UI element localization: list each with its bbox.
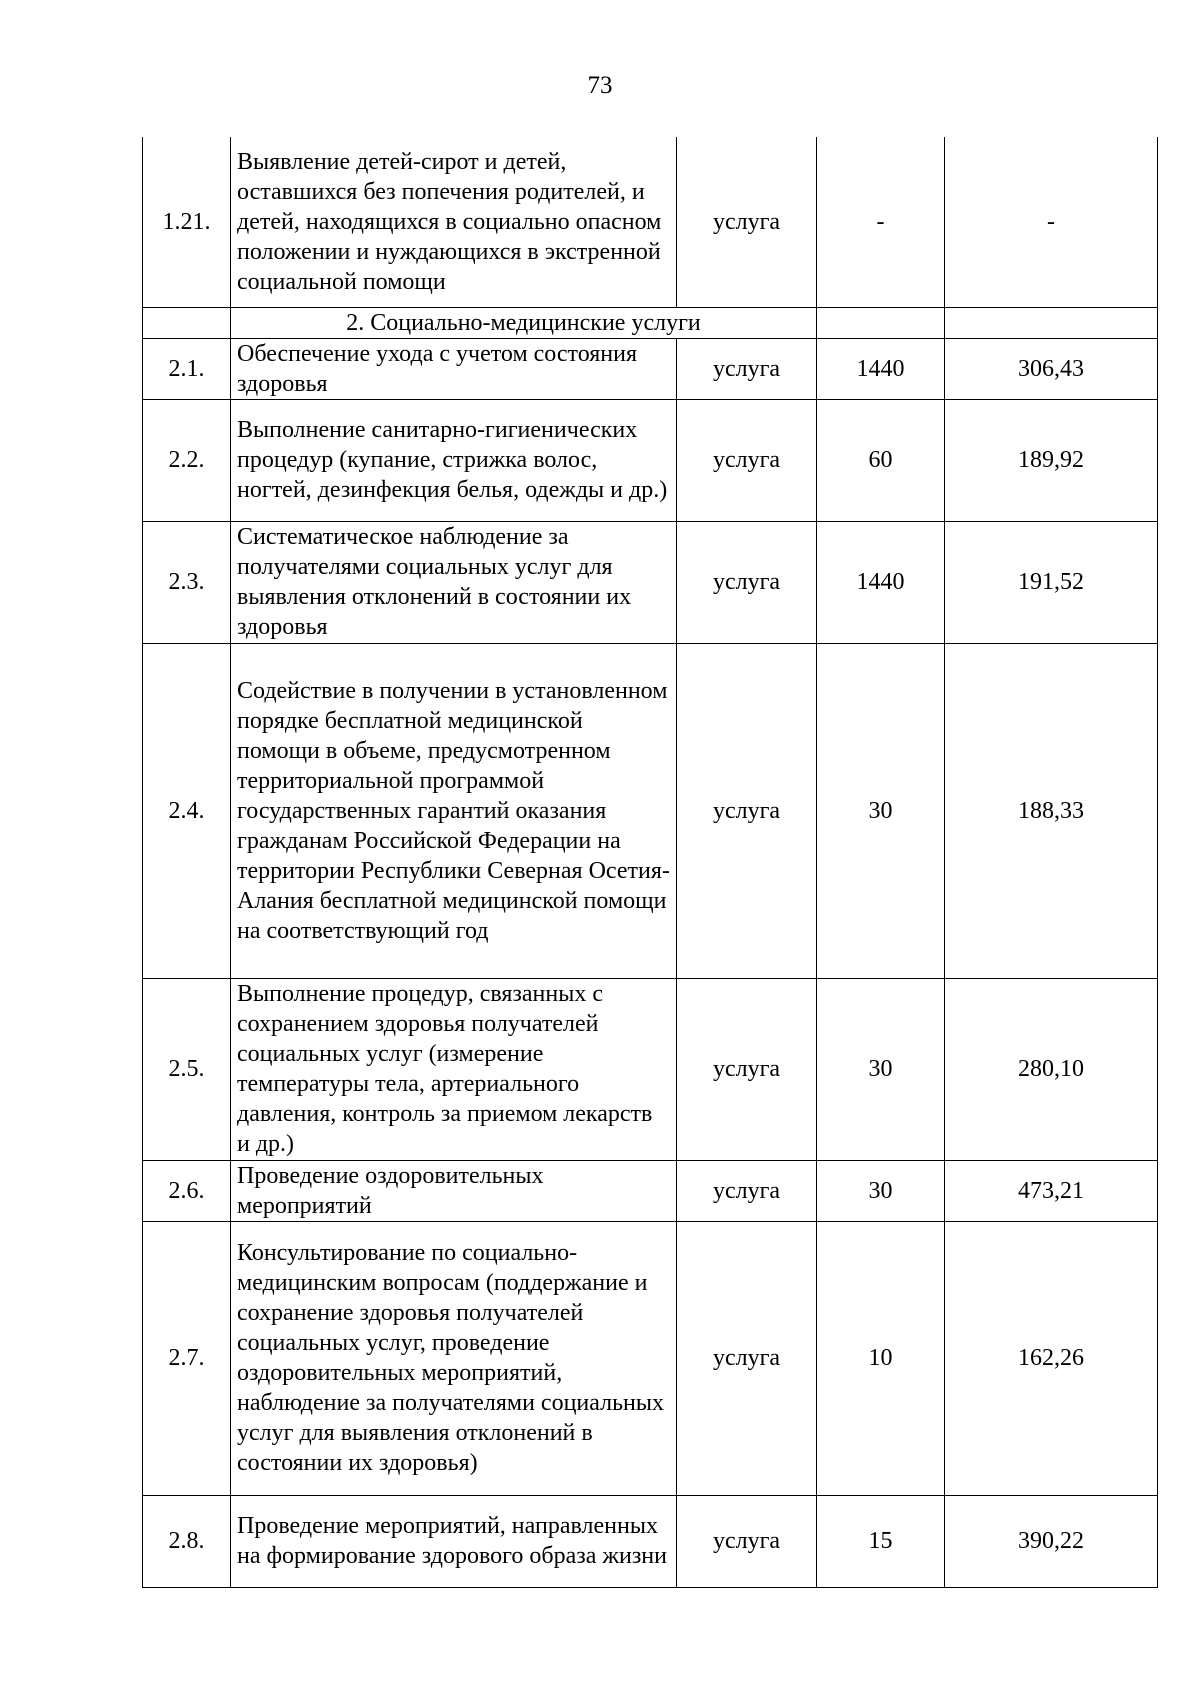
- service-name: Проведение оздоровительных мероприятий: [231, 1160, 677, 1221]
- row-number: 2.7.: [143, 1221, 231, 1495]
- service-unit: услуга: [677, 1221, 817, 1495]
- service-price: 188,33: [945, 643, 1158, 978]
- row-number: 2.8.: [143, 1495, 231, 1587]
- table-row: [143, 1160, 1158, 1221]
- service-name: Содействие в получении в установленном порядке бесплатной медицинской помощи в объеме, предусмотренном территориальной программой государственных гарантий оказания гражданам Российской Федерации на территории Республики Северная Осетия-Алания бесплатной медицинской помощи на соответствующий год: [231, 643, 677, 978]
- service-unit: услуга: [677, 521, 817, 643]
- service-quantity: 15: [817, 1495, 945, 1587]
- section-num-cell: [143, 307, 231, 338]
- service-name: Выполнение санитарно-гигиенических процедур (купание, стрижка волос, ногтей, дезинфекция белья, одежды и др.): [231, 399, 677, 521]
- service-unit: услуга: [677, 137, 817, 307]
- row-number: 1.21.: [143, 137, 231, 307]
- service-quantity: 30: [817, 978, 945, 1160]
- row-number: 2.4.: [143, 643, 231, 978]
- table-row: [143, 137, 1158, 307]
- table-row: [143, 1221, 1158, 1495]
- service-name: Выполнение процедур, связанных с сохранением здоровья получателей социальных услуг (измерение температуры тела, артериального давления, контроль за приемом лекарств и др.): [231, 978, 677, 1160]
- service-unit: услуга: [677, 643, 817, 978]
- service-quantity: 30: [817, 1160, 945, 1221]
- service-name: Проведение мероприятий, направленных на формирование здорового образа жизни: [231, 1495, 677, 1587]
- service-quantity: 10: [817, 1221, 945, 1495]
- service-unit: услуга: [677, 1160, 817, 1221]
- service-price: 162,26: [945, 1221, 1158, 1495]
- service-name: Систематическое наблюдение за получателями социальных услуг для выявления отклонений в состоянии их здоровья: [231, 521, 677, 643]
- row-number: 2.5.: [143, 978, 231, 1160]
- service-quantity: 60: [817, 399, 945, 521]
- table-row: [143, 399, 1158, 521]
- section-title: 2. Социально-медицинские услуги: [231, 307, 817, 338]
- section-price-cell: [945, 307, 1158, 338]
- service-quantity: 1440: [817, 338, 945, 399]
- service-price: 306,43: [945, 338, 1158, 399]
- table-row: [143, 521, 1158, 643]
- service-quantity: -: [817, 137, 945, 307]
- service-quantity: 1440: [817, 521, 945, 643]
- service-name: Выявление детей-сирот и детей, оставшихся без попечения родителей, и детей, находящихся в социально опасном положении и нуждающихся в экстренной социальной помощи: [231, 137, 677, 307]
- table-row: [143, 978, 1158, 1160]
- service-price: 191,52: [945, 521, 1158, 643]
- service-quantity: 30: [817, 643, 945, 978]
- service-price: 280,10: [945, 978, 1158, 1160]
- service-unit: услуга: [677, 978, 817, 1160]
- row-number: 2.6.: [143, 1160, 231, 1221]
- service-unit: услуга: [677, 338, 817, 399]
- section-row: [143, 307, 1158, 338]
- table-row: [143, 338, 1158, 399]
- service-price: 473,21: [945, 1160, 1158, 1221]
- row-number: 2.1.: [143, 338, 231, 399]
- service-name: Обеспечение ухода с учетом состояния здоровья: [231, 338, 677, 399]
- row-number: 2.2.: [143, 399, 231, 521]
- table-row: [143, 643, 1158, 978]
- service-price: -: [945, 137, 1158, 307]
- service-unit: услуга: [677, 1495, 817, 1587]
- services-table: [142, 137, 1158, 1588]
- page-number: 73: [587, 72, 613, 99]
- service-price: 390,22: [945, 1495, 1158, 1587]
- service-unit: услуга: [677, 399, 817, 521]
- table-row: [143, 1495, 1158, 1587]
- section-qty-cell: [817, 307, 945, 338]
- row-number: 2.3.: [143, 521, 231, 643]
- service-name: Консультирование по социально-медицинским вопросам (поддержание и сохранение здоровья получателей социальных услуг, проведение оздоровительных мероприятий, наблюдение за получателями социальных услуг для выявления отклонений в состоянии их здоровья): [231, 1221, 677, 1495]
- service-price: 189,92: [945, 399, 1158, 521]
